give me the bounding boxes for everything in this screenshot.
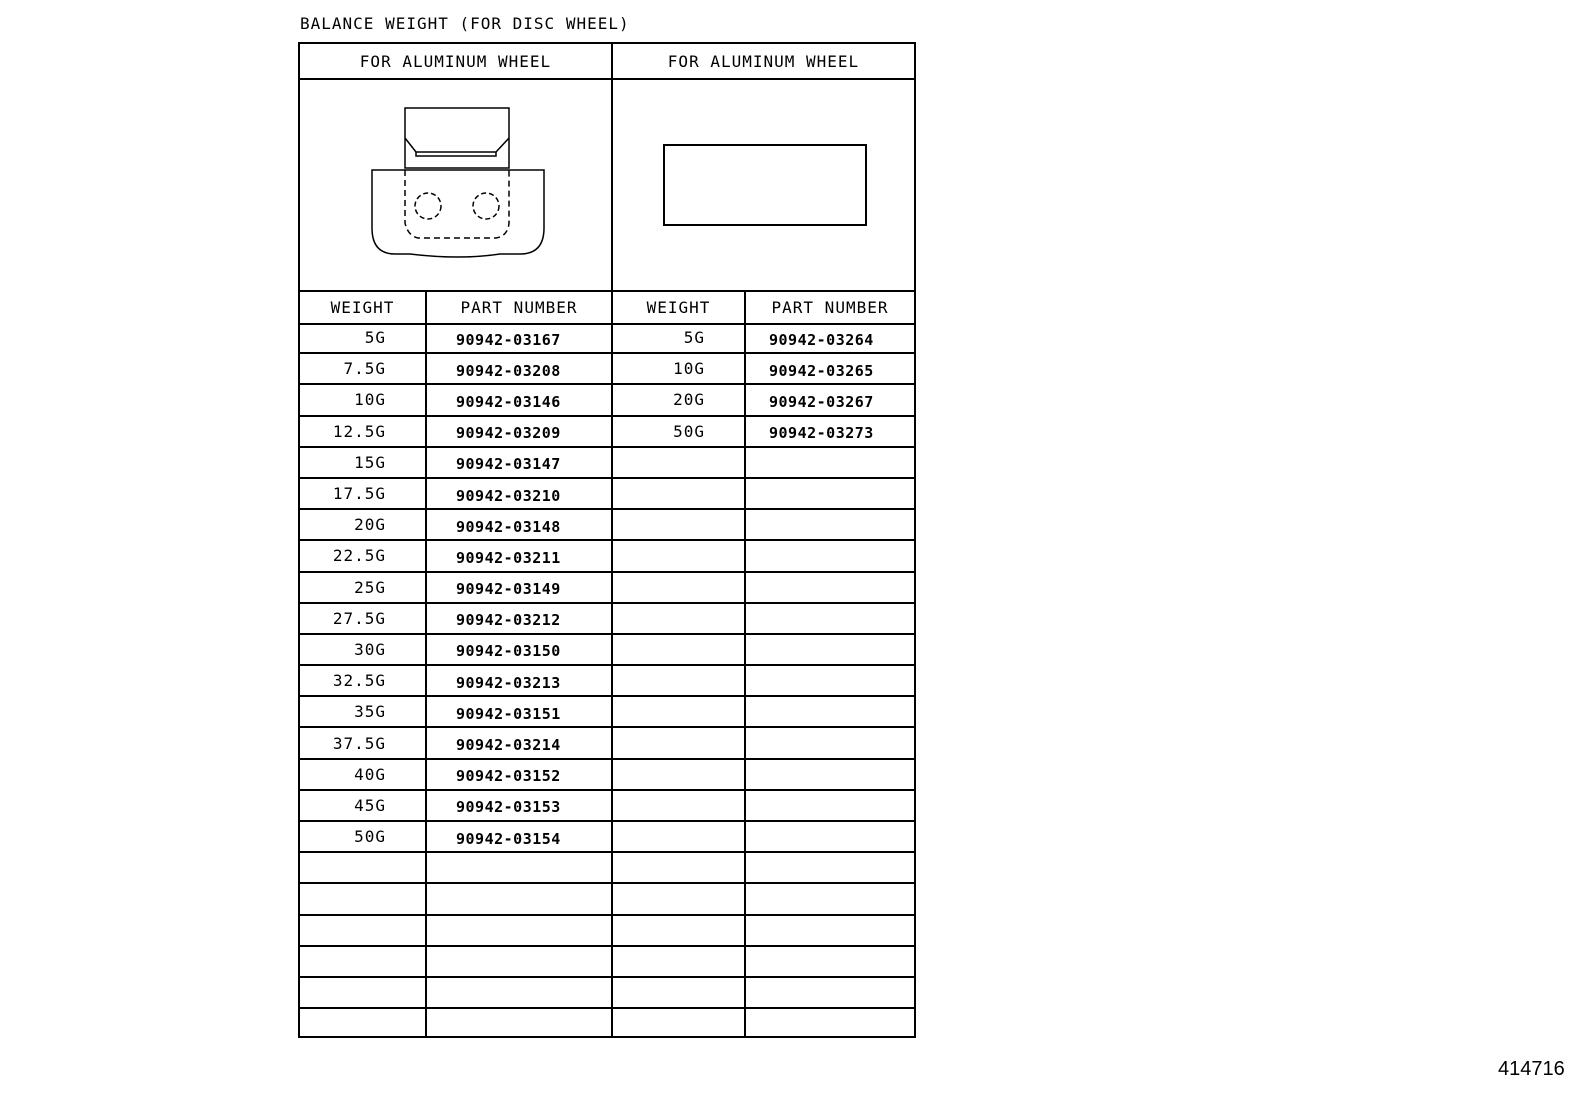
table-row [300,479,914,510]
table-row [300,354,914,385]
part-number-cell: 90942-03213 [456,673,561,692]
weight-cell: 20G [354,515,386,535]
left-section-header: FOR ALUMINUM WHEEL [300,44,611,80]
part-number-cell: 90942-03212 [456,611,561,630]
part-number-cell: 90942-03146 [456,392,561,411]
table-row [300,604,914,635]
part-number-cell: 90942-03264 [769,330,874,349]
column-header-weight: WEIGHT [330,298,395,317]
table-row-empty [300,947,914,978]
table-row-empty [300,916,914,947]
table-row [300,448,914,479]
table-row [300,635,914,666]
weight-cell: 22.5G [332,546,386,566]
weight-cell: 35G [354,702,386,722]
table-row [300,541,914,572]
table-row [300,573,914,604]
weight-cell: 7.5G [343,359,386,379]
table-row [300,728,914,759]
table-row [300,760,914,791]
weight-cell: 30G [354,639,386,659]
part-number-cell: 90942-03153 [456,798,561,817]
weight-cell: 37.5G [332,733,386,753]
part-number-cell: 90942-03210 [456,486,561,505]
illustration-id: 414716 [1498,1058,1565,1080]
weight-cell: 25G [354,577,386,597]
weight-cell: 12.5G [332,421,386,441]
right-section-header: FOR ALUMINUM WHEEL [613,44,914,80]
table-row [300,666,914,697]
table-row [300,323,914,354]
weight-cell: 50G [673,421,705,441]
document-title: BALANCE WEIGHT (FOR DISC WHEEL) [300,14,630,33]
balance-weight-table [298,42,916,1038]
part-number-cell: 90942-03154 [456,829,561,848]
part-number-cell: 90942-03151 [456,704,561,723]
table-row [300,510,914,541]
weight-cell: 10G [673,359,705,379]
table-row [300,417,914,448]
part-number-cell: 90942-03273 [769,424,874,443]
weight-cell: 40G [354,764,386,784]
weight-cell: 17.5G [332,484,386,504]
column-header-part-number: PART NUMBER [771,298,889,317]
weight-cell: 10G [354,390,386,410]
table-row-empty [300,853,914,884]
part-number-cell: 90942-03208 [456,361,561,380]
table-row-empty [300,884,914,915]
part-number-cell: 90942-03152 [456,767,561,786]
part-number-cell: 90942-03149 [456,580,561,599]
table-row-empty [300,1009,914,1040]
part-number-cell: 90942-03211 [456,548,561,567]
weight-cell: 27.5G [332,608,386,628]
adhesive-balance-weight-icon [613,78,914,290]
table-row [300,697,914,728]
weight-cell: 32.5G [332,671,386,691]
part-number-cell: 90942-03209 [456,424,561,443]
column-header-row [300,290,914,325]
table-body [300,323,914,1040]
weight-cell: 50G [354,827,386,847]
table-row [300,822,914,853]
part-number-cell: 90942-03147 [456,455,561,474]
table-row-empty [300,978,914,1009]
part-number-cell: 90942-03167 [456,330,561,349]
part-number-cell: 90942-03265 [769,361,874,380]
weight-cell: 5G [364,328,386,348]
clip-on-balance-weight-icon [300,78,611,290]
part-number-cell: 90942-03267 [769,392,874,411]
part-number-cell: 90942-03214 [456,736,561,755]
column-header-part-number: PART NUMBER [460,298,578,317]
part-number-cell: 90942-03150 [456,642,561,661]
weight-cell: 45G [354,795,386,815]
table-row [300,791,914,822]
table-row [300,385,914,416]
weight-cell: 15G [354,452,386,472]
weight-cell: 5G [683,328,705,348]
weight-cell: 20G [673,390,705,410]
part-number-cell: 90942-03148 [456,517,561,536]
column-header-weight: WEIGHT [646,298,711,317]
